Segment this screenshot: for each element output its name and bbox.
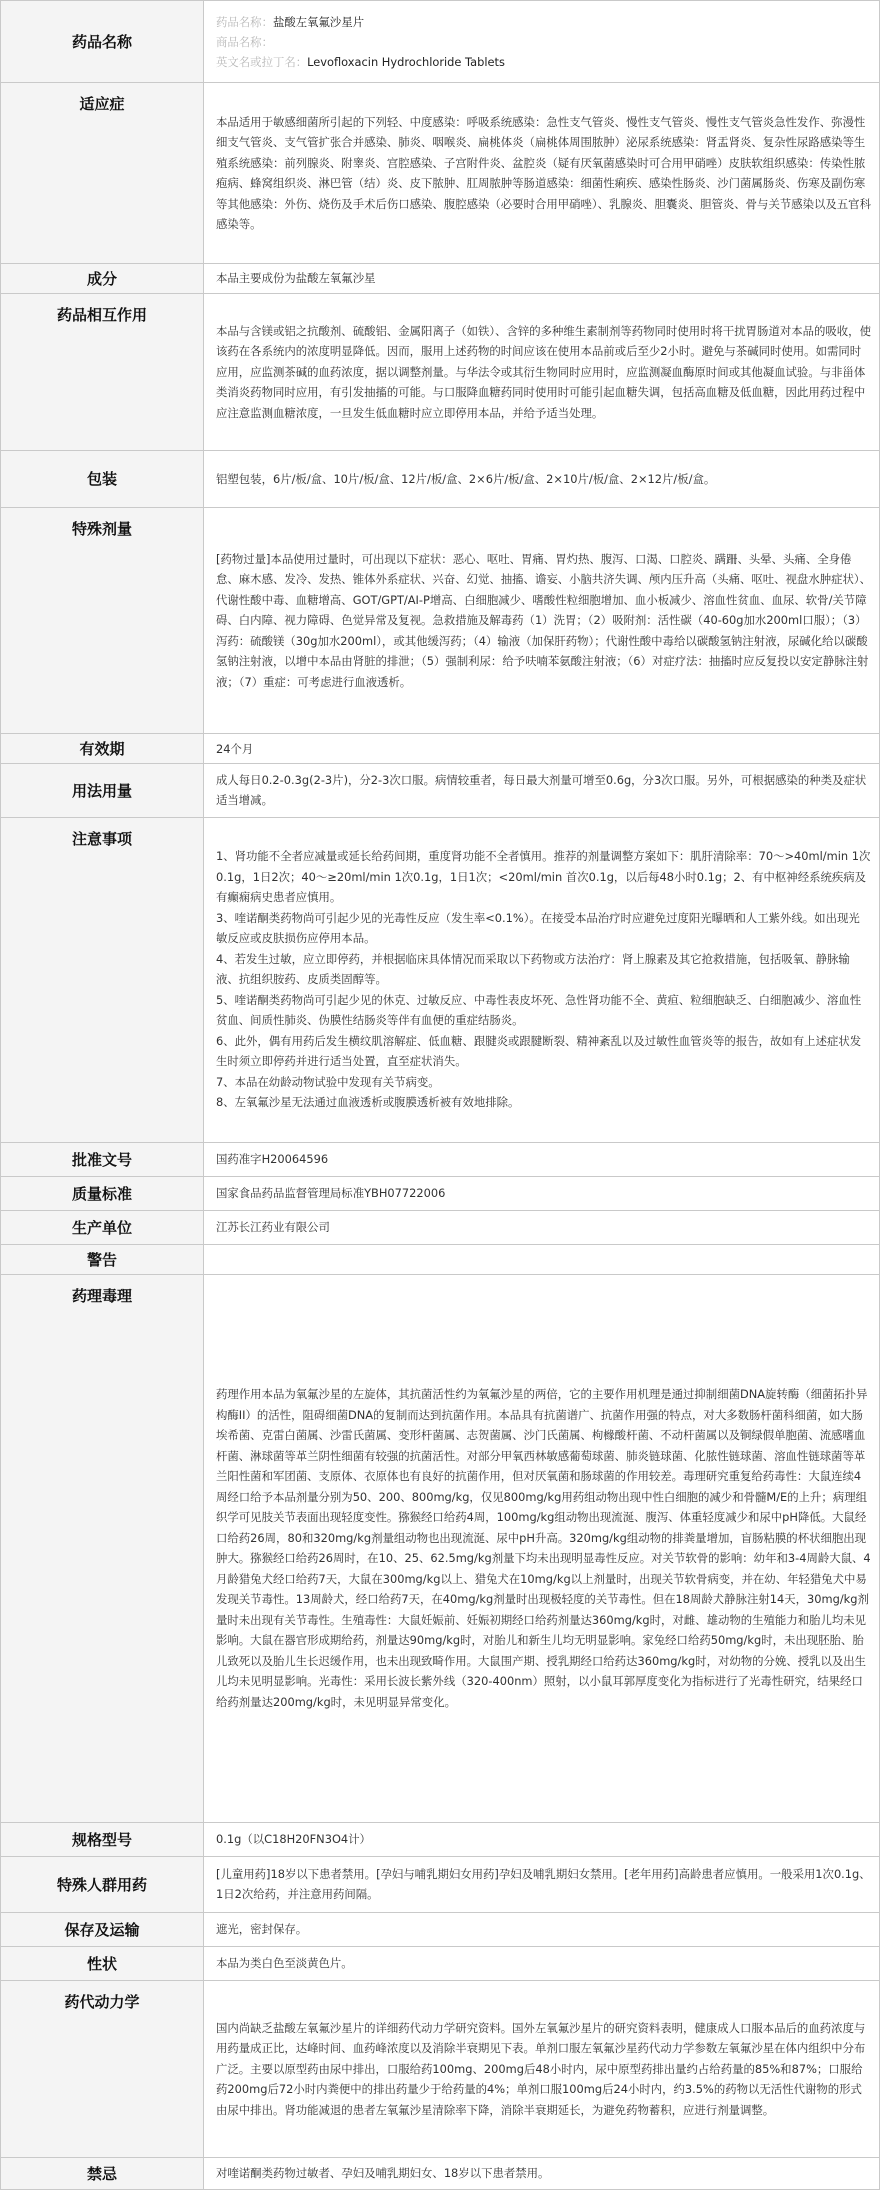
label-storage: 保存及运输: [1, 1912, 204, 1946]
value-standard: 国家食品药品监督管理局标准YBH07722006: [204, 1176, 880, 1210]
value-approval: 国药准字H20064596: [204, 1142, 880, 1176]
label-drug-name: 药品名称: [1, 1, 204, 83]
value-properties: 本品为类白色至淡黄色片。: [204, 1947, 880, 1981]
value-precautions: [204, 817, 880, 1142]
generic-name: 盐酸左氧氟沙星片: [272, 14, 365, 29]
label-pharmacokinetics: 药代动力学: [1, 1981, 204, 2158]
value-storage: 遮光，密封保存。: [204, 1912, 880, 1946]
row-indications: [1, 83, 880, 264]
english-name-prefix: 英文名或拉丁名：: [216, 54, 308, 69]
label-special-population: 特殊人群用药: [1, 1856, 204, 1912]
row-interactions: [1, 293, 880, 451]
value-special-population: [儿童用药]18岁以下患者禁用。[孕妇与哺乳期妇女用药]孕妇及哺乳期妇女禁用。[老年用药]高龄患者应慎用。一般采用1次0.1g、1日2次给药，并注意用药间隔。: [204, 1856, 880, 1912]
value-indications: 本品适用于敏感细菌所引起的下列轻、中度感染：呼吸系统感染：急性支气管炎、慢性支气管炎、慢性支气管炎急性发作、弥漫性细支气管炎、支气管扩张合并感染、肺炎、咽喉炎、扁桃体炎（扁桃体周围脓肿）泌尿系统感染：肾盂肾炎、复杂性尿路感染等生殖系统感染：前列腺炎、附睾炎、宫腔感染、子宫附件炎、盆腔炎（疑有厌氧菌感染时可合用甲硝唑）皮肤软组织感染：传染性脓疱病、蜂窝组织炎、淋巴管（结）炎、皮下脓肿、肛周脓肿等肠道感染：细菌性痢疾、感染性肠炎、沙门菌属肠炎、伤寒及副伤寒等其他感染：外伤、烧伤及手术后伤口感染、腹腔感染（必要时合用甲硝唑）、乳腺炎、胆囊炎、胆管炎、骨与关节感染以及五官科感染等。: [204, 83, 880, 264]
value-pharmacokinetics: 国内尚缺乏盐酸左氧氟沙星片的详细药代动力学研究资料。国外左氧氟沙星片的研究资料表明，健康成人口服本品后的血药浓度与用药量成正比，达峰时间、血药峰浓度以及消除半衰期见下表。单剂口服左氧氟沙星药代动力学参数左氧氟沙星在体内组织中分布广泛。主要以原型药由尿中排出，口服给药100mg、200mg后48小时内，尿中原型药排出量约占给药量的85%和87%；口服给药200mg后72小时内粪便中的排出药量少于给药量的4%；单剂口服100mg后24小时内，约3.5%的药物以无活性代谢物的形式由尿中排出。肾功能减退的患者左氧氟沙星清除率下降，消除半衰期延长，为避免药物蓄积，应进行剂量调整。: [204, 1981, 880, 2158]
label-packaging: 包装: [1, 451, 204, 507]
row-pharmacology: [1, 1274, 880, 1822]
value-manufacturer: 江苏长江药业有限公司: [204, 1210, 880, 1244]
label-warning: 警告: [1, 1244, 204, 1274]
row-overdose: [1, 507, 880, 734]
english-name: Levofloxacin Hydrochloride Tablets: [307, 54, 505, 69]
row-warning: [1, 1244, 880, 1274]
value-ingredients: 本品主要成份为盐酸左氧氟沙星: [204, 263, 880, 293]
row-packaging: [1, 451, 880, 507]
row-contraindications: [1, 2157, 880, 2189]
value-drug-name: [204, 1, 880, 83]
label-contraindications: 禁忌: [1, 2157, 204, 2189]
row-manufacturer: [1, 1210, 880, 1244]
value-packaging: 铝塑包装，6片/板/盒、10片/板/盒、12片/板/盒、2×6片/板/盒、2×10片/板/盒、2×12片/板/盒。: [204, 451, 880, 507]
row-approval: [1, 1142, 880, 1176]
label-precautions: 注意事项: [1, 817, 204, 1142]
precaution-item: 3、喹诺酮类药物尚可引起少见的光毒性反应（发生率<0.1%）。在接受本品治疗时应避免过度阳光曝晒和人工紫外线。如出现光敏反应或皮肤损伤应停用本品。: [216, 910, 860, 946]
label-overdose: 特殊剂量: [1, 507, 204, 734]
value-contraindications: 对喹诺酮类药物过敏者、孕妇及哺乳期妇女、18岁以下患者禁用。: [204, 2157, 880, 2189]
label-validity: 有效期: [1, 734, 204, 764]
row-ingredients: [1, 263, 880, 293]
precaution-item: 4、若发生过敏，应立即停药，并根据临床具体情况而采取以下药物或方法治疗：肾上腺素及其它抢救措施，包括吸氧、静脉输液、抗组织胺药、皮质类固醇等。: [216, 951, 850, 987]
row-standard: [1, 1176, 880, 1210]
label-dosage: 用法用量: [1, 764, 204, 817]
row-storage: [1, 1912, 880, 1946]
row-name: [1, 1, 880, 83]
value-interactions: 本品与含镁或铝之抗酸剂、硫酸铝、金属阳离子（如铁）、含锌的多种维生素制剂等药物同时使用时将干扰胃肠道对本品的吸收，使该药在各系统内的浓度明显降低。因而，服用上述药物的时间应该在使用本品前或后至少2小时。避免与茶碱同时使用。如需同时应用，应监测茶碱的血药浓度，据以调整剂量。与华法令或其衍生物同时应用时，应监测凝血酶原时间或其他凝血试验。与非甾体类消炎药物同时应用，有引发抽搐的可能。与口服降血糖药同时使用时可能引起血糖失调，包括高血糖及低血糖，因此用药过程中应注意监测血糖浓度，一旦发生低血糖时应立即停用本品，并给予适当处理。: [204, 293, 880, 451]
label-standard: 质量标准: [1, 1176, 204, 1210]
row-special-population: [1, 1856, 880, 1912]
value-overdose: [药物过量]本品使用过量时，可出现以下症状：恶心、呕吐、胃痛、胃灼热、腹泻、口渴、口腔炎、蹒跚、头晕、头痛、全身倦怠、麻木感、发冷、发热、锥体外系症状、兴奋、幻觉、抽搐、谵妄、小脑共济失调、颅内压升高（头痛、呕吐、视盘水肿症状）、代谢性酸中毒、血糖增高、GOT/GPT/AI-P增高、白细胞减少、嗜酸性粒细胞增加、血小板减少、溶血性贫血、血尿、软骨/关节障碍、白内障、视力障碍、色觉异常及复视。急救措施及解毒药（1）洗胃；（2）吸附剂：活性碳（40-60g加水200ml口服）；（3）泻药：硫酸镁（30g加水200ml），或其他缓泻药；（4）输液（加保肝药物）；代谢性酸中毒给以碳酸氢钠注射液，尿碱化给以碳酸氢钠注射液，以增中本品由肾脏的排泄；（5）强制利尿：给予呋喃苯氨酸注射液；（6）对症疗法：抽搐时应反复投以安定静脉注射液；（7）重症：可考虑进行血液透析。: [204, 507, 880, 734]
value-validity: 24个月: [204, 734, 880, 764]
precaution-item: 7、本品在幼龄动物试验中发现有关节病变。: [216, 1074, 440, 1089]
label-ingredients: 成分: [1, 263, 204, 293]
label-spec: 规格型号: [1, 1822, 204, 1856]
row-spec: [1, 1822, 880, 1856]
row-precautions: [1, 817, 880, 1142]
value-dosage: 成人每日0.2-0.3g(2-3片)，分2-3次口服。病情较重者，每日最大剂量可增至0.6g，分3次口服。另外，可根据感染的种类及症状适当增减。: [204, 764, 880, 817]
label-properties: 性状: [1, 1947, 204, 1981]
row-dosage: [1, 764, 880, 817]
label-manufacturer: 生产单位: [1, 1210, 204, 1244]
label-interactions: 药品相互作用: [1, 293, 204, 451]
value-warning: [204, 1244, 880, 1274]
value-spec: 0.1g（以C18H20FN3O4计）: [204, 1822, 880, 1856]
precaution-item: 8、左氧氟沙星无法通过血液透析或腹膜透析被有效地排除。: [216, 1095, 520, 1110]
precaution-item: 6、此外，偶有用药后发生横纹肌溶解症、低血糖、跟腱炎或跟腱断裂、精神紊乱以及过敏性血管炎等的报告，故如有上述症状发生时须立即停药并进行适当处置，直至症状消失。: [216, 1033, 862, 1069]
row-properties: [1, 1947, 880, 1981]
precaution-item: 5、喹诺酮类药物尚可引起少见的休克、过敏反应、中毒性表皮坏死、急性肾功能不全、黄疸、粒细胞缺乏、白细胞减少、溶血性贫血、间质性肺炎、伪膜性结肠炎等伴有血便的重症结肠炎。: [216, 992, 862, 1028]
label-approval: 批准文号: [1, 1142, 204, 1176]
generic-name-prefix: 药品名称：: [216, 14, 273, 29]
label-pharmacology: 药理毒理: [1, 1274, 204, 1822]
trade-name-prefix: 商品名称：: [216, 34, 273, 49]
row-validity: [1, 734, 880, 764]
row-pharmacokinetics: [1, 1981, 880, 2158]
label-indications: 适应症: [1, 83, 204, 264]
value-pharmacology: 药理作用本品为氧氟沙星的左旋体，其抗菌活性约为氧氟沙星的两倍，它的主要作用机理是通过抑制细菌DNA旋转酶（细菌拓扑异构酶II）的活性，阻碍细菌DNA的复制而达到抗菌作用。本品具有抗菌谱广、抗菌作用强的特点，对大多数肠杆菌科细菌，如大肠埃希菌、克雷白菌属、沙雷氏菌属、变形杆菌属、志贺菌属、沙门氏菌属、枸橼酸杆菌、不动杆菌属以及铜绿假单胞菌、流感嗜血杆菌、淋球菌等革兰阴性细菌有较强的抗菌活性。对部分甲氧西林敏感葡萄球菌、肺炎链球菌、化脓性链球菌、溶血性链球菌等革兰阳性菌和军团菌、支原体、衣原体也有良好的抗菌作用，但对厌氧菌和肠球菌的作用较差。毒理研究重复给药毒性：大鼠连续4周经口给予本品剂量分别为50、200、800mg/kg，仅见800mg/kg用药组动物出现中性白细胞的减少和骨髓M/E的上升；病理组织学可见肢关节表面出现轻度变性。猕猴经口给药4周，100mg/kg组动物出现流涎、腹泻、体重轻度减少和尿中pH降低。大鼠经口给药26周，80和320mg/kg剂量组动物也出现流涎、尿中pH升高。320mg/kg组动物的排粪量增加，盲肠粘膜的杯状细胞出现肿大。猕猴经口给药26周时，在10、25、62.5mg/kg剂量下均未出现明显毒性反应。对关节软骨的影响：幼年和3-4周龄大鼠、4月龄猎兔犬经口给药7天，大鼠在300mg/kg以上、猎兔犬在10mg/kg以上剂量时，出现关节软骨病变，并在幼、年轻猎兔犬中易发现关节毒性。13周龄犬，经口给药7天，在40mg/kg剂量时出现极轻度的关节毒性。但在18周龄犬静脉注射14天，30mg/kg剂量时未出现有关节毒性。生殖毒性：大鼠妊娠前、妊娠初期经口给药剂量达360mg/kg时，对雌、雄动物的生殖能力和胎儿均未见影响。大鼠在器官形成期给药，剂量达90mg/kg时，对胎儿和新生儿均无明显影响。家兔经口给药50mg/kg时，未出现胚胎、胎儿致死以及胎儿生长迟缓作用，也未出现致畸作用。大鼠围产期、授乳期经口给药达360mg/kg时，对幼物的分娩、授乳以及出生儿均未见明显影响。光毒性：采用长波长紫外线（320-400nm）照射，以小鼠耳郭厚度变化为指标进行了光毒性研究，结果经口给药剂量达200mg/kg时，未见明显异常变化。: [204, 1274, 880, 1822]
precaution-item: 1、肾功能不全者应减量或延长给药间期，重度肾功能不全者慎用。推荐的剂量调整方案如下：肌肝清除率：70～>40ml/min 1次0.1g，1日2次；40～≥20ml/min 1次0.1g，1日1次；<20ml/min 首次0.1g，以后每48小时0.1g；2、有中枢神经系统疾病及有癫痫病史患者应慎用。: [216, 849, 871, 905]
